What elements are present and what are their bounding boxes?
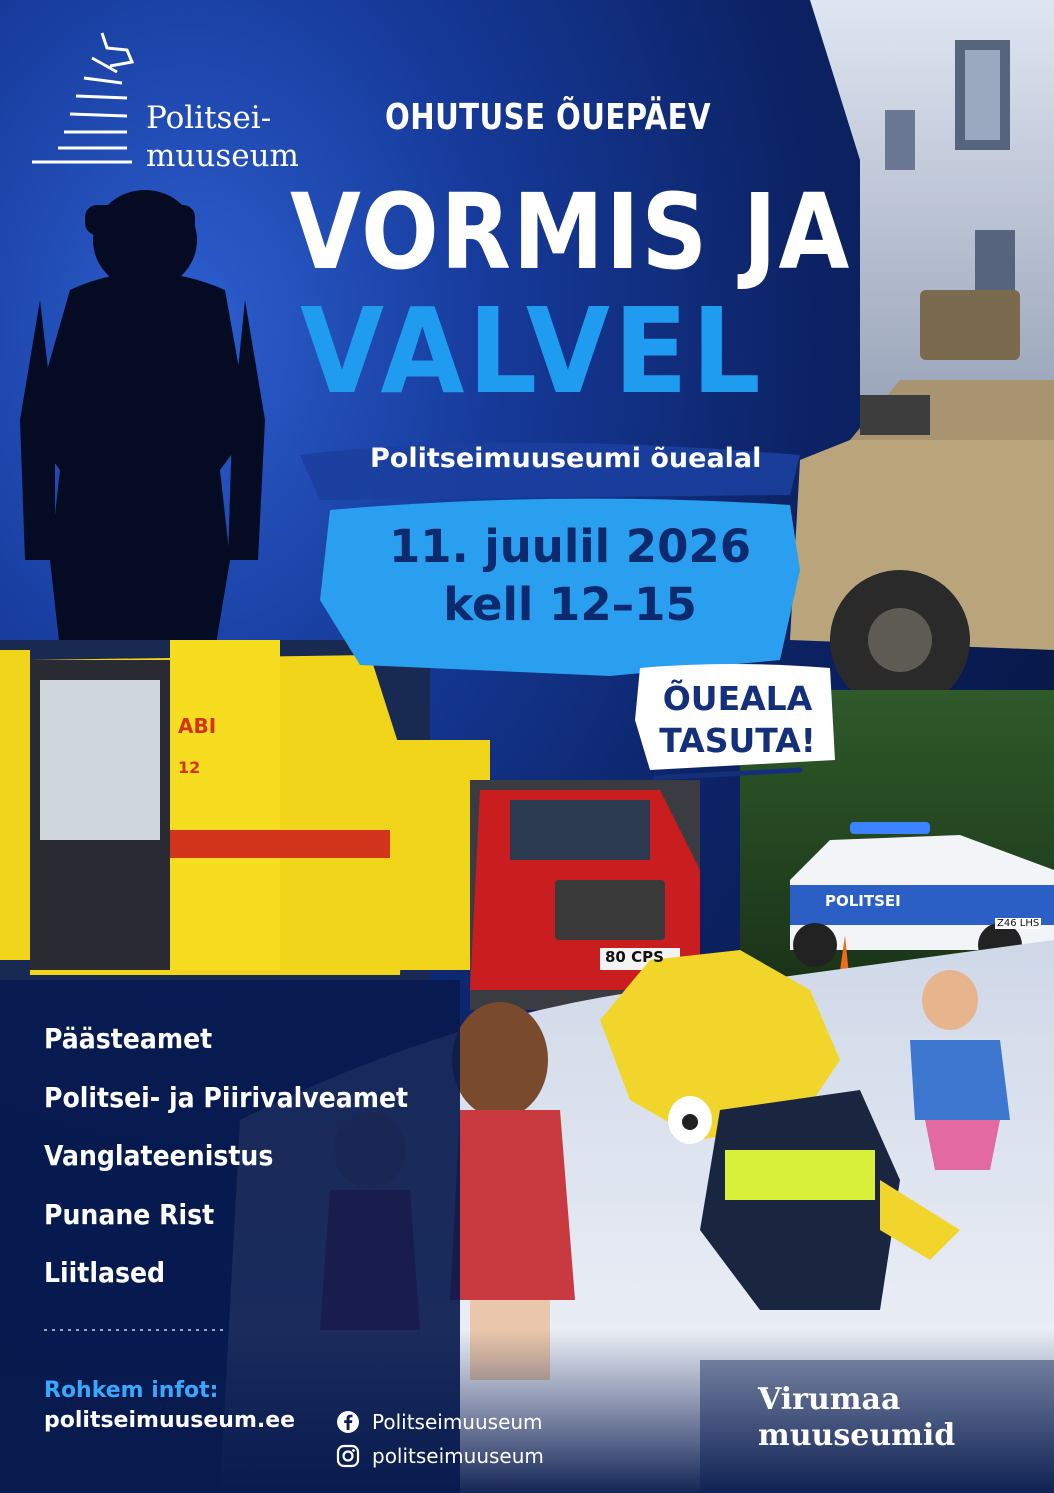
instagram-icon xyxy=(336,1444,360,1468)
facebook-icon xyxy=(336,1410,360,1434)
organizer-list xyxy=(44,1010,408,1303)
ambulance-photo xyxy=(0,640,490,980)
police-car-text: POLITSEI xyxy=(825,892,901,910)
truck-plate: 80 CPS xyxy=(605,948,664,966)
logo-line2: muuseum xyxy=(146,138,299,174)
free-badge-line1: ÕUEALA xyxy=(662,679,813,718)
organizer-item: Punane Rist xyxy=(44,1197,215,1231)
partner-line2: muuseumid xyxy=(758,1418,956,1453)
organizer-item: Politsei- ja Piirivalveamet xyxy=(44,1080,409,1114)
instagram-handle: politseimuuseum xyxy=(372,1444,544,1468)
partner-line1: Virumaa xyxy=(758,1382,901,1417)
facebook-link[interactable] xyxy=(336,1410,543,1434)
soldier-silhouette xyxy=(20,190,265,650)
ambulance-label: ABI xyxy=(178,714,217,738)
partner-logo xyxy=(758,1382,955,1454)
event-kicker: OHUTUSE ÕUEPÄEV xyxy=(385,97,711,138)
event-time-line: kell 12–15 xyxy=(443,578,697,631)
military-vehicle-photo xyxy=(790,290,1054,710)
event-date xyxy=(370,518,770,634)
organizer-item: Päästeamet xyxy=(44,1022,213,1055)
logo-line1: Politsei- xyxy=(146,100,272,136)
info-label: Rohkem infot: xyxy=(44,1378,219,1403)
ambulance-number: 12 xyxy=(178,758,201,777)
free-badge-line2: TASUTA! xyxy=(659,721,816,760)
free-badge xyxy=(640,678,835,762)
title-line1: VORMIS JA xyxy=(290,171,852,293)
event-date-line1: 11. juulil 2026 xyxy=(388,520,752,573)
facebook-handle: Politseimuuseum xyxy=(372,1410,543,1434)
dog-icon xyxy=(32,28,142,168)
police-plate: Z46 LHS xyxy=(997,918,1040,929)
instagram-link[interactable] xyxy=(336,1444,544,1468)
venue-text: Politseimuuseumi õuealal xyxy=(370,443,762,474)
organizer-item: Liitlased xyxy=(44,1256,166,1289)
organizer-item: Vanglateenistus xyxy=(44,1139,274,1172)
title-line2: VALVEL xyxy=(300,282,765,420)
website-link[interactable]: politseimuuseum.ee xyxy=(44,1408,296,1433)
